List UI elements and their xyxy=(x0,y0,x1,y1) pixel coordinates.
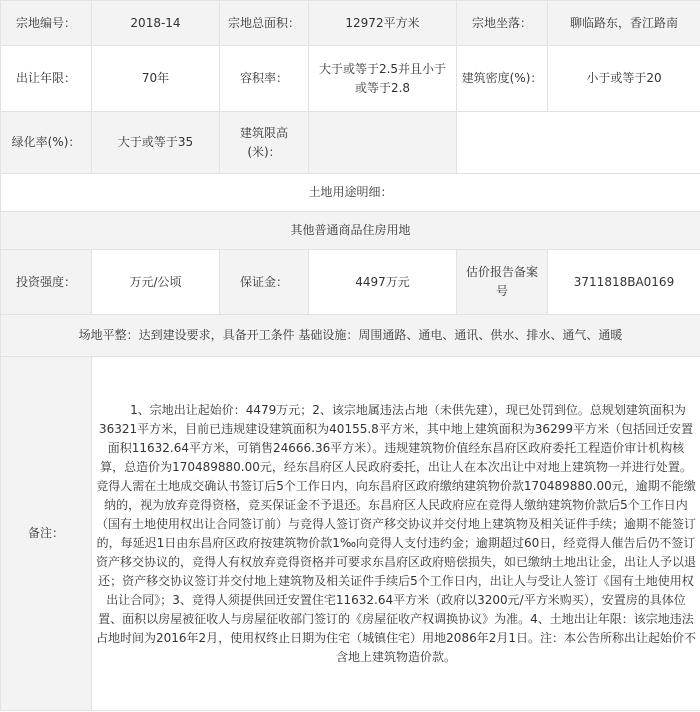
notes-label: 备注： xyxy=(1,357,92,711)
row-term xyxy=(1,46,700,112)
density-label: 建筑密度(%)： xyxy=(457,46,548,112)
deposit-value: 4497万元 xyxy=(309,250,457,315)
term-value: 70年 xyxy=(92,46,220,112)
green-label: 绿化率(%)： xyxy=(1,112,92,174)
row-usage-value xyxy=(1,212,700,250)
location-value: 聊临路东，香江路南 xyxy=(548,1,700,46)
invest-value: 万元/公顷 xyxy=(92,250,220,315)
total-area-value: 12972平方米 xyxy=(309,1,457,46)
row-green xyxy=(1,112,700,174)
far-value: 大于或等于2.5并且小于或等于2.8 xyxy=(309,46,457,112)
notes-text xyxy=(92,357,700,711)
height-label: 建筑限高(米)： xyxy=(220,112,309,174)
row-notes xyxy=(1,357,700,711)
term-label: 出让年限： xyxy=(1,46,92,112)
height-value xyxy=(309,112,457,174)
density-value: 小于或等于20 xyxy=(548,46,700,112)
parcel-no-value: 2018-14 xyxy=(92,1,220,46)
row-usage-header xyxy=(1,174,700,212)
parcel-no-label: 宗地编号： xyxy=(1,1,92,46)
usage-header: 土地用途明细： xyxy=(1,174,700,212)
appraisal-value: 3711818BA0169 xyxy=(548,250,700,315)
notes-body: 1、宗地出让起始价：4479万元；2、该宗地属违法占地（未供先建），现已处罚到位。总规划建筑面积为36321平方米，目前已违规建设建筑面积为40155.8平方米，其中地上建筑面积为36299平方米（包括回迁安置面积11632.64平方米，可销售24666.36平方米）。违规建筑物价值经东昌府区政府委托工程造价审计机构核算，总造价为170489880.00元，经东昌府区人民政府委托，出让人在本次出让中对地上建筑物一并进行处置。竞得人需在土地成交确认书签订后5个工作日内，向东昌府区政府缴纳建筑物价款170489880.00元，逾期不能缴纳的，视为放弃竞得资格，竞买保证金不予退还。东昌府区人民政府应在竞得人缴纳建筑物价款后5个工作日内（国有土地使用权出让合同签订前）与竞得人签订资产移交协议并交付地上建筑物及相关证件手续；逾期不能签订的，每延迟1日由东昌府区政府按建筑物价款1‰向竞得人支付违约金；逾期超过60日，经竞得人催告后仍不签订资产移交协议的，竞得人有权放弃竞得资格并可要求东昌府区政府赔偿损失，如已缴纳土地出让金，出让人予以退还；资产移交协议签订并交付地上建筑物及相关证件手续后5个工作日内，出让人与受让人签订《国有土地使用权出让合同》；3、竞得人须提供回迁安置住宅11632.64平方米（政府以3200元/平方米购买），安置房的具体位置、面积以房屋被征收人与房屋征收部门签订的《房屋征收产权调换协议》为准。4、土地出让年限：该宗地违法占地时间为2016年2月，使用权终止日期为住宅（城镇住宅）用地2086年2月1日。注：本公告所称出让起始价不含地上建筑物造价款。 xyxy=(96,402,697,664)
appraisal-label: 估价报告备案号 xyxy=(457,250,548,315)
empty-cell xyxy=(457,112,700,174)
usage-value: 其他普通商品住房用地 xyxy=(1,212,700,250)
row-site-condition xyxy=(1,315,700,357)
total-area-label: 宗地总面积： xyxy=(220,1,309,46)
row-basic xyxy=(1,1,700,46)
site-condition: 场地平整：达到建设要求，具备开工条件 基础设施：周围通路、通电、通讯、供水、排水、通气、通暖 xyxy=(1,315,700,357)
far-label: 容积率： xyxy=(220,46,309,112)
green-value: 大于或等于35 xyxy=(92,112,220,174)
row-investment xyxy=(1,250,700,315)
invest-label: 投资强度： xyxy=(1,250,92,315)
deposit-label: 保证金： xyxy=(220,250,309,315)
location-label: 宗地坐落： xyxy=(457,1,548,46)
notes-indent xyxy=(106,403,130,417)
